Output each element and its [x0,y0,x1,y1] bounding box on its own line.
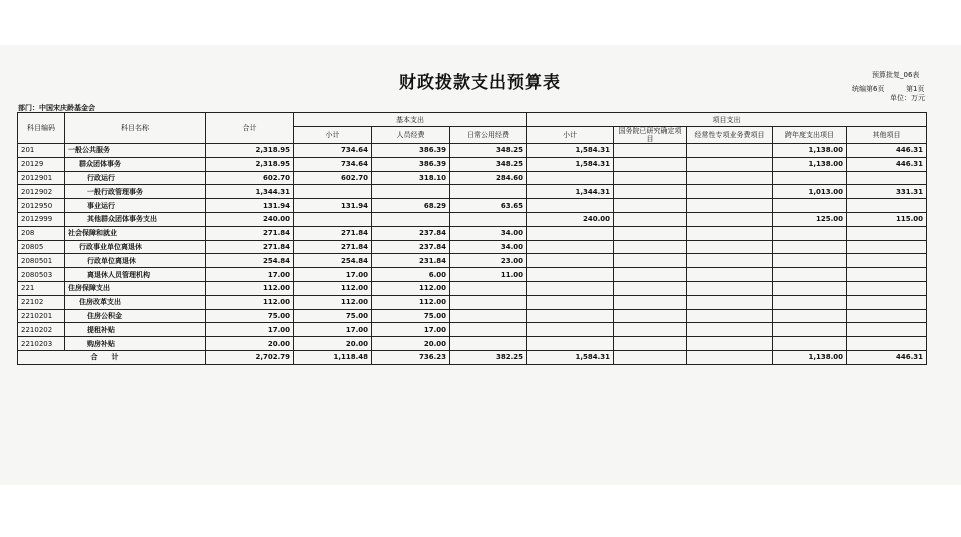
cell-regular-special [687,323,773,337]
table-row [18,171,927,185]
cell-state-council [614,240,687,254]
cell-code: 2210202 [18,323,65,337]
cell-public: 23.00 [450,254,527,268]
cell-basic-subtotal: 734.64 [294,157,372,171]
total-regular-special [687,350,773,364]
unit-label: 单位：万元 [890,94,925,102]
table-row [18,157,927,171]
cell-name: 提租补贴 [65,323,206,337]
cell-personnel: 231.84 [372,254,450,268]
cell-regular-special [687,157,773,171]
cell-other: 446.31 [847,144,927,158]
cell-total: 271.84 [206,226,294,240]
cell-cross-year [773,254,847,268]
total-personnel: 736.23 [372,350,450,364]
total-basic-subtotal: 1,118.48 [294,350,372,364]
cell-basic-subtotal: 75.00 [294,309,372,323]
cell-public [450,281,527,295]
cell-name: 住房保障支出 [65,281,206,295]
header-row-group [18,113,927,127]
cell-total: 2,318.95 [206,144,294,158]
cell-personnel [372,212,450,226]
header-public: 日常公用经费 [450,127,527,144]
cell-cross-year [773,199,847,213]
cell-cross-year [773,337,847,351]
cell-cross-year: 125.00 [773,212,847,226]
cell-other [847,337,927,351]
cell-regular-special [687,199,773,213]
cell-personnel: 318.10 [372,171,450,185]
cell-public: 34.00 [450,226,527,240]
total-project-subtotal: 1,584.31 [527,350,614,364]
cell-basic-subtotal: 17.00 [294,268,372,282]
cell-other [847,281,927,295]
cell-code: 20129 [18,157,65,171]
sheet-number: 统编第6页 [852,85,885,93]
cell-total: 17.00 [206,268,294,282]
table-row [18,268,927,282]
cell-code: 2012901 [18,171,65,185]
cell-code: 221 [18,281,65,295]
cell-project-subtotal: 240.00 [527,212,614,226]
cell-total: 112.00 [206,295,294,309]
cell-cross-year [773,309,847,323]
total-public: 382.25 [450,350,527,364]
table-row [18,226,927,240]
cell-project-subtotal [527,268,614,282]
cell-project-subtotal [527,171,614,185]
cell-name: 社会保障和就业 [65,226,206,240]
cell-regular-special [687,171,773,185]
cell-basic-subtotal: 112.00 [294,295,372,309]
cell-basic-subtotal: 734.64 [294,144,372,158]
cell-project-subtotal: 1,584.31 [527,157,614,171]
cell-public: 34.00 [450,240,527,254]
cell-public: 63.65 [450,199,527,213]
header-total: 合计 [206,113,294,144]
cell-name: 购房补贴 [65,337,206,351]
cell-state-council [614,226,687,240]
cell-regular-special [687,254,773,268]
cell-public [450,309,527,323]
header-code: 科目编码 [18,113,65,144]
cell-state-council [614,185,687,199]
cell-state-council [614,254,687,268]
cell-cross-year [773,281,847,295]
table-row [18,295,927,309]
cell-name: 一般公共服务 [65,144,206,158]
header-personnel: 人员经费 [372,127,450,144]
cell-public [450,212,527,226]
cell-state-council [614,323,687,337]
cell-total: 602.70 [206,171,294,185]
cell-regular-special [687,268,773,282]
cell-other [847,295,927,309]
cell-personnel: 17.00 [372,323,450,337]
cell-personnel: 6.00 [372,268,450,282]
total-state-council [614,350,687,364]
cell-regular-special [687,281,773,295]
cell-cross-year: 1,138.00 [773,144,847,158]
cell-personnel: 112.00 [372,295,450,309]
cell-basic-subtotal: 131.94 [294,199,372,213]
cell-cross-year [773,226,847,240]
cell-project-subtotal [527,199,614,213]
cell-total: 131.94 [206,199,294,213]
page-number: 第1页 [906,85,925,93]
budget-table [17,112,927,365]
cell-code: 2210203 [18,337,65,351]
table-row [18,281,927,295]
table-row [18,240,927,254]
cell-public [450,337,527,351]
cell-basic-subtotal: 112.00 [294,281,372,295]
cell-public [450,323,527,337]
cell-cross-year [773,171,847,185]
header-regular-special: 经常性专项业务费项目 [687,127,773,144]
cell-other [847,199,927,213]
document-title: 财政拨款支出预算表 [399,73,561,93]
cell-basic-subtotal: 271.84 [294,240,372,254]
cell-name: 群众团体事务 [65,157,206,171]
cell-public: 348.25 [450,157,527,171]
header-cross-year: 跨年度支出项目 [773,127,847,144]
cell-total: 75.00 [206,309,294,323]
cell-state-council [614,281,687,295]
header-state-council: 国务院已研究确定项目 [614,127,687,144]
cell-total: 254.84 [206,254,294,268]
cell-code: 2080501 [18,254,65,268]
cell-project-subtotal [527,337,614,351]
header-basic-subtotal: 小计 [294,127,372,144]
cell-state-council [614,171,687,185]
cell-basic-subtotal [294,185,372,199]
table-row [18,309,927,323]
cell-state-council [614,157,687,171]
cell-project-subtotal [527,309,614,323]
cell-regular-special [687,295,773,309]
cell-state-council [614,199,687,213]
cell-public: 284.60 [450,171,527,185]
cell-total: 1,344.31 [206,185,294,199]
cell-public [450,295,527,309]
cell-personnel: 386.39 [372,157,450,171]
cell-other [847,254,927,268]
table-row [18,185,927,199]
cell-other [847,171,927,185]
department-label: 部门：中国宋庆龄基金会 [18,104,95,112]
cell-code: 201 [18,144,65,158]
cell-other [847,226,927,240]
total-label: 合计 [18,350,206,364]
cell-state-council [614,212,687,226]
cell-personnel: 68.29 [372,199,450,213]
cell-total: 17.00 [206,323,294,337]
cell-name: 住房改革支出 [65,295,206,309]
cell-total: 240.00 [206,212,294,226]
cell-state-council [614,337,687,351]
cell-cross-year [773,295,847,309]
cell-regular-special [687,212,773,226]
cell-name: 事业运行 [65,199,206,213]
cell-other [847,309,927,323]
cell-cross-year: 1,013.00 [773,185,847,199]
cell-state-council [614,309,687,323]
cell-regular-special [687,144,773,158]
cell-code: 2012902 [18,185,65,199]
cell-cross-year [773,240,847,254]
cell-state-council [614,268,687,282]
cell-state-council [614,295,687,309]
cell-total: 271.84 [206,240,294,254]
header-name: 科目名称 [65,113,206,144]
cell-project-subtotal [527,295,614,309]
form-code: 预算批复_06表 [872,71,920,79]
total-other: 446.31 [847,350,927,364]
cell-other [847,323,927,337]
table-row [18,212,927,226]
cell-personnel: 20.00 [372,337,450,351]
cell-other: 115.00 [847,212,927,226]
cell-code: 22102 [18,295,65,309]
cell-name: 离退休人员管理机构 [65,268,206,282]
cell-name: 行政事业单位离退休 [65,240,206,254]
cell-code: 2012950 [18,199,65,213]
cell-code: 2080503 [18,268,65,282]
cell-name: 其他群众团体事务支出 [65,212,206,226]
cell-basic-subtotal: 17.00 [294,323,372,337]
cell-state-council [614,144,687,158]
table-row [18,337,927,351]
header-basic-group: 基本支出 [294,113,527,127]
cell-personnel: 112.00 [372,281,450,295]
cell-code: 2012999 [18,212,65,226]
cell-other: 446.31 [847,157,927,171]
table-row [18,199,927,213]
cell-other [847,268,927,282]
cell-project-subtotal: 1,344.31 [527,185,614,199]
cell-code: 20805 [18,240,65,254]
cell-name: 行政单位离退休 [65,254,206,268]
cell-public: 11.00 [450,268,527,282]
cell-project-subtotal [527,226,614,240]
cell-name: 住房公积金 [65,309,206,323]
cell-other [847,240,927,254]
cell-basic-subtotal [294,212,372,226]
cell-personnel: 75.00 [372,309,450,323]
header-project-group: 项目支出 [527,113,927,127]
cell-cross-year [773,323,847,337]
cell-project-subtotal [527,240,614,254]
cell-cross-year [773,268,847,282]
table-row [18,323,927,337]
total-total: 2,702.79 [206,350,294,364]
cell-name: 行政运行 [65,171,206,185]
cell-basic-subtotal: 271.84 [294,226,372,240]
cell-regular-special [687,337,773,351]
cell-project-subtotal [527,254,614,268]
cell-public: 348.25 [450,144,527,158]
cell-personnel: 386.39 [372,144,450,158]
cell-basic-subtotal: 20.00 [294,337,372,351]
cell-regular-special [687,226,773,240]
cell-project-subtotal [527,281,614,295]
cell-code: 2210201 [18,309,65,323]
cell-public [450,185,527,199]
cell-basic-subtotal: 602.70 [294,171,372,185]
cell-code: 208 [18,226,65,240]
cell-other: 331.31 [847,185,927,199]
cell-cross-year: 1,138.00 [773,157,847,171]
cell-regular-special [687,309,773,323]
cell-personnel [372,185,450,199]
total-row [18,350,927,364]
cell-regular-special [687,185,773,199]
total-cross-year: 1,138.00 [773,350,847,364]
cell-total: 112.00 [206,281,294,295]
cell-name: 一般行政管理事务 [65,185,206,199]
header-project-subtotal: 小计 [527,127,614,144]
cell-personnel: 237.84 [372,226,450,240]
cell-basic-subtotal: 254.84 [294,254,372,268]
cell-project-subtotal [527,323,614,337]
header-other: 其他项目 [847,127,927,144]
cell-total: 20.00 [206,337,294,351]
cell-total: 2,318.95 [206,157,294,171]
cell-personnel: 237.84 [372,240,450,254]
cell-project-subtotal: 1,584.31 [527,144,614,158]
table-row [18,144,927,158]
table-row [18,254,927,268]
cell-regular-special [687,240,773,254]
